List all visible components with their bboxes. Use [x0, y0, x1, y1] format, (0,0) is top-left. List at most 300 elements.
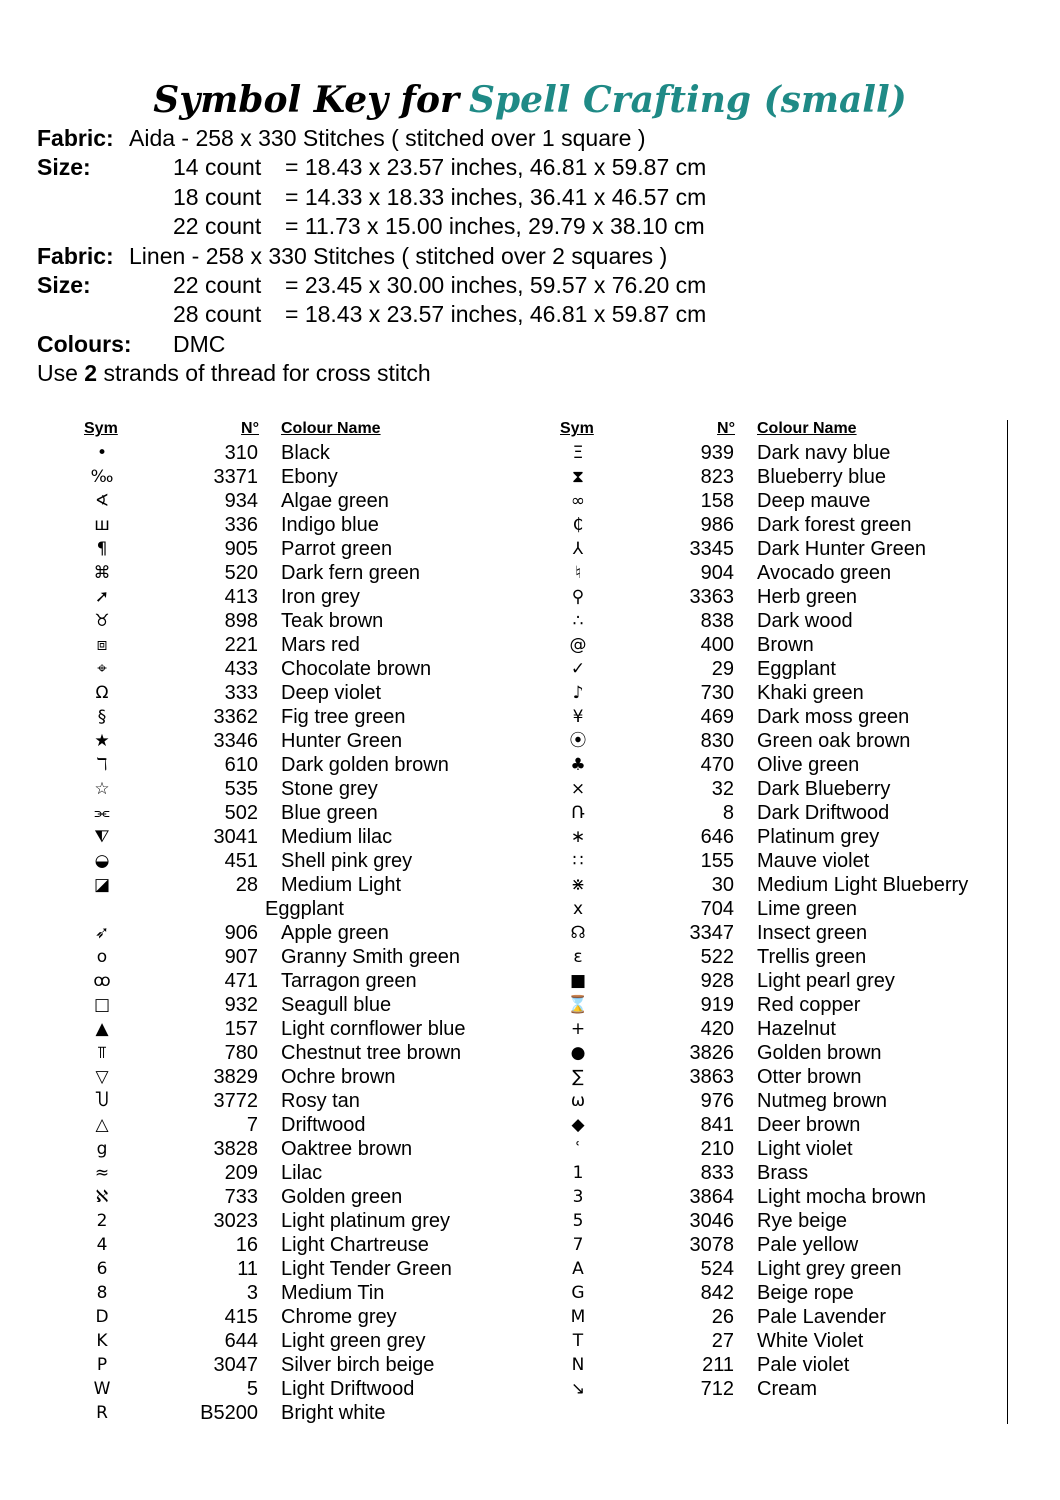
symbol: W — [93, 1379, 111, 1399]
dmc-number: 934 — [224, 490, 258, 512]
colour-name — [281, 993, 391, 1017]
table-row — [0, 1065, 520, 1089]
fabric-value: Linen - 258 x 330 Stitches ( stitched over 2 squares ) — [129, 242, 668, 269]
colour-name-line: Mauve violet — [757, 850, 870, 872]
symbol: A — [572, 1259, 584, 1279]
table-row — [476, 1137, 996, 1161]
table-row — [476, 1089, 996, 1113]
colour-name-line: Rosy tan — [281, 1090, 360, 1112]
colour-name — [281, 1257, 452, 1281]
dmc-number: 928 — [700, 970, 734, 992]
fabric-info — [37, 124, 1037, 389]
dmc-number: 3346 — [213, 730, 258, 752]
count: 14 count — [173, 154, 262, 181]
dmc-number: 3826 — [689, 1042, 734, 1064]
colour-name — [757, 1113, 860, 1137]
symbol: ⨯ — [570, 779, 586, 799]
colours-value: DMC — [173, 330, 226, 357]
symbol: ■ — [569, 971, 587, 991]
table-row — [0, 1041, 520, 1065]
colour-name — [281, 585, 360, 609]
dmc-number: 976 — [700, 1090, 734, 1112]
dmc-number: 3772 — [213, 1090, 258, 1112]
size-row — [37, 300, 1037, 329]
table-row — [0, 921, 520, 945]
colour-name-line: Blue green — [281, 802, 378, 824]
symbol: ‰ — [90, 467, 114, 487]
colour-name — [757, 825, 879, 849]
colour-name — [757, 921, 867, 945]
colour-name — [757, 1041, 882, 1065]
symbol: ¶ — [96, 539, 108, 559]
colour-name — [757, 657, 836, 681]
symbol: ≈ — [94, 1163, 110, 1183]
colour-name-line: Chocolate brown — [281, 658, 432, 680]
colour-name-line: Medium Tin — [281, 1282, 385, 1304]
table-row — [0, 513, 520, 537]
colour-name-line: Light violet — [757, 1138, 853, 1160]
colour-name — [757, 993, 860, 1017]
colour-name — [281, 1233, 429, 1257]
table-row — [0, 1017, 520, 1041]
colour-name-line: Golden brown — [757, 1042, 882, 1064]
dimensions: = 18.43 x 23.57 inches, 46.81 x 59.87 cm — [285, 301, 707, 328]
colour-name — [757, 1137, 853, 1161]
colour-name — [281, 1065, 396, 1089]
dmc-number: 3829 — [213, 1066, 258, 1088]
table-row — [476, 825, 996, 849]
dmc-number: 932 — [224, 994, 258, 1016]
table-row — [476, 849, 996, 873]
table-row — [476, 945, 996, 969]
colour-name-line: Beige rope — [757, 1282, 854, 1304]
dmc-number: 336 — [224, 514, 258, 536]
strands-note — [37, 359, 1037, 388]
dmc-number: 780 — [224, 1042, 258, 1064]
symbol: § — [97, 707, 107, 727]
colour-name-line: Green oak brown — [757, 730, 911, 752]
colour-name-line: Light platinum grey — [281, 1210, 450, 1232]
table-row — [476, 1329, 996, 1353]
dmc-number: 646 — [700, 826, 734, 848]
dmc-number: 7 — [246, 1114, 258, 1136]
colour-name — [281, 921, 389, 945]
dmc-number: 3864 — [689, 1186, 734, 1208]
colour-name — [757, 609, 853, 633]
colour-name — [757, 489, 870, 513]
colour-name — [265, 873, 501, 920]
dmc-number: 310 — [224, 442, 258, 464]
colour-name — [757, 1257, 902, 1281]
colour-name — [281, 561, 420, 585]
colour-name — [757, 1185, 926, 1209]
table-row — [476, 441, 996, 465]
table-row — [476, 633, 996, 657]
table-row — [0, 657, 520, 681]
table-row — [476, 1161, 996, 1185]
right-column — [476, 420, 996, 1401]
size-row — [37, 183, 1037, 212]
colour-name-line: Dark moss green — [757, 706, 910, 728]
dmc-number: 30 — [711, 874, 734, 896]
colour-name-line: Fig tree green — [281, 706, 406, 728]
colour-name — [757, 1089, 887, 1113]
colour-name — [757, 537, 926, 561]
table-row — [0, 1281, 520, 1305]
dmc-number: 415 — [224, 1306, 258, 1328]
symbol: ⚲ — [571, 587, 585, 607]
table-row — [0, 489, 520, 513]
count: 28 count — [173, 301, 262, 328]
colour-name-line: Trellis green — [757, 946, 867, 968]
colour-name-line: Insect green — [757, 922, 868, 944]
symbol: ε — [573, 947, 583, 967]
table-row — [476, 1377, 996, 1401]
colour-name — [281, 1281, 384, 1305]
colour-name-line: Chrome grey — [281, 1306, 397, 1328]
dmc-number: 155 — [700, 850, 734, 872]
dmc-number: 26 — [711, 1306, 734, 1328]
dmc-number: 211 — [702, 1354, 734, 1376]
colour-name — [281, 465, 338, 489]
symbol: R — [96, 1403, 108, 1423]
fabric-linen-row — [37, 242, 1037, 271]
colour-name-line: Light grey green — [757, 1258, 902, 1280]
symbol: ∗ — [570, 827, 586, 847]
colour-name-line: Ebony — [281, 466, 338, 488]
dmc-number: 838 — [700, 610, 734, 632]
colour-name-line: Pale yellow — [757, 1234, 859, 1256]
dmc-number: 830 — [700, 730, 734, 752]
symbol: ✓ — [570, 659, 586, 679]
symbol: ⧈ — [96, 635, 108, 655]
colour-name-line: Shell pink grey — [281, 850, 413, 872]
fabric-label: Fabric: — [37, 242, 114, 269]
table-row — [476, 657, 996, 681]
symbol: ⌛ — [567, 995, 589, 1015]
symbol: Ռ — [571, 803, 585, 823]
dmc-number: 823 — [700, 466, 734, 488]
colours-label: Colours: — [37, 330, 132, 357]
table-row — [476, 1113, 996, 1137]
colour-name — [757, 1161, 808, 1185]
colour-name — [281, 1401, 386, 1425]
size-row — [37, 212, 1037, 241]
colour-name — [757, 705, 909, 729]
colour-name-line: Black — [281, 442, 330, 464]
colour-name — [281, 729, 402, 753]
symbol: @ — [569, 635, 587, 655]
symbol: T — [572, 1331, 584, 1351]
symbol: ☊ — [570, 923, 586, 943]
symbol: ♣ — [570, 755, 586, 775]
page-title — [0, 78, 1060, 122]
table-row — [0, 993, 520, 1017]
colour-name — [757, 1281, 854, 1305]
symbol: 5 — [572, 1211, 584, 1231]
colour-name — [281, 513, 379, 537]
colour-name — [281, 1185, 402, 1209]
symbol: ∴ — [572, 611, 584, 631]
dmc-number: 157 — [224, 1018, 258, 1040]
dmc-number: 939 — [700, 442, 734, 464]
colour-name-line: Dark fern green — [281, 562, 420, 584]
symbol: ∑ — [572, 1067, 584, 1087]
dmc-number: 898 — [224, 610, 258, 632]
dmc-number: 986 — [700, 514, 734, 536]
table-row — [0, 705, 520, 729]
colour-name — [757, 513, 912, 537]
symbol: 6 — [96, 1259, 108, 1279]
colour-name — [757, 1377, 817, 1401]
symbol: ★ — [94, 731, 110, 751]
dmc-number: 704 — [700, 898, 734, 920]
strands-post: strands of thread for cross stitch — [97, 360, 431, 387]
table-row — [476, 1209, 996, 1233]
dimensions: = 14.33 x 18.33 inches, 36.41 x 46.57 cm — [285, 183, 707, 210]
symbol: ◪ — [93, 875, 111, 895]
colour-name-line: Silver birch beige — [281, 1354, 435, 1376]
colour-name-line: Herb green — [757, 586, 858, 608]
table-row — [0, 1257, 520, 1281]
dmc-number: 413 — [224, 586, 258, 608]
symbol: ⌖ — [97, 659, 107, 679]
table-row — [0, 873, 520, 921]
dmc-number: 11 — [237, 1258, 258, 1280]
symbol: ш — [94, 515, 110, 535]
table-row — [0, 753, 520, 777]
symbol: ω — [570, 1091, 586, 1111]
colour-name-line: Lilac — [281, 1162, 323, 1184]
symbol: ℵ — [95, 1187, 109, 1207]
colour-name-line: Light green grey — [281, 1330, 426, 1352]
symbol: ⫘ — [94, 803, 110, 823]
dmc-number: 3347 — [689, 922, 734, 944]
table-row — [476, 1353, 996, 1377]
symbol: ⦿ — [569, 731, 587, 751]
colour-name — [281, 801, 378, 825]
dmc-number: 158 — [700, 490, 734, 512]
symbol-key-table — [0, 420, 1060, 1430]
colour-name — [281, 1353, 434, 1377]
header-colour-name: Colour Name — [757, 420, 857, 437]
dmc-number: 841 — [700, 1114, 734, 1136]
colour-name-line: Medium lilac — [281, 826, 393, 848]
colour-name — [757, 945, 866, 969]
table-row — [0, 681, 520, 705]
dimensions: = 18.43 x 23.57 inches, 46.81 x 59.87 cm — [285, 154, 707, 181]
dmc-number: 712 — [700, 1378, 734, 1400]
symbol: ▽ — [95, 1067, 109, 1087]
table-row — [476, 921, 996, 945]
symbol: o — [96, 947, 108, 967]
colour-name-line: Dark forest green — [757, 514, 912, 536]
dmc-number: 3362 — [213, 706, 258, 728]
symbol: ¥ — [572, 707, 584, 727]
colour-name — [757, 1017, 836, 1041]
table-row — [476, 801, 996, 825]
colour-name-line: Khaki green — [757, 682, 864, 704]
colour-name-line: Ochre brown — [281, 1066, 396, 1088]
colour-name-line: Iron grey — [281, 586, 360, 608]
symbol: ∢ — [94, 491, 110, 511]
colour-name — [281, 441, 330, 465]
colour-name — [281, 705, 406, 729]
strands-pre: Use — [37, 360, 85, 387]
colour-name-line: Indigo blue — [281, 514, 379, 536]
table-row — [476, 1017, 996, 1041]
colour-name-line: Hunter Green — [281, 730, 403, 752]
dmc-number: 209 — [224, 1162, 258, 1184]
colour-name — [757, 1329, 863, 1353]
colour-name-line: Light Driftwood — [281, 1378, 415, 1400]
table-row — [0, 465, 520, 489]
pattern-name: Spell Crafting (small) — [469, 79, 907, 121]
colour-name — [757, 1209, 847, 1233]
table-row — [476, 609, 996, 633]
table-row — [476, 465, 996, 489]
header-row — [476, 420, 996, 441]
colour-name — [757, 585, 857, 609]
symbol: 3 — [572, 1187, 584, 1207]
colour-name — [281, 633, 360, 657]
dmc-number: 3 — [246, 1282, 258, 1304]
table-row — [0, 1329, 520, 1353]
symbol: • — [96, 443, 108, 463]
colour-name — [281, 1017, 466, 1041]
table-row — [476, 1305, 996, 1329]
dmc-number: 3046 — [689, 1210, 734, 1232]
colour-name — [281, 945, 460, 969]
colour-name-line: Eggplant — [757, 658, 836, 680]
colour-name — [757, 969, 895, 993]
dmc-number: 520 — [224, 562, 258, 584]
dmc-number: 905 — [224, 538, 258, 560]
colour-name — [281, 969, 417, 993]
table-row — [476, 777, 996, 801]
colour-name — [757, 729, 910, 753]
dimensions: = 23.45 x 30.00 inches, 59.57 x 76.20 cm — [285, 271, 707, 298]
dmc-number: 904 — [700, 562, 734, 584]
table-row — [476, 1233, 996, 1257]
dmc-number: 3863 — [689, 1066, 734, 1088]
colour-name — [281, 1137, 412, 1161]
symbol: ♮ — [574, 563, 582, 583]
colour-name — [281, 849, 412, 873]
colour-name-line: Bright white — [281, 1402, 386, 1424]
table-row — [476, 1257, 996, 1281]
colour-name-line: Tarragon green — [281, 970, 417, 992]
colour-name-line: Deep violet — [281, 682, 382, 704]
dmc-number: 535 — [224, 778, 258, 800]
symbol: ➚ — [94, 587, 110, 607]
dmc-number: 3345 — [689, 538, 734, 560]
count: 22 count — [173, 271, 262, 298]
colour-name-line: Dark Blueberry — [757, 778, 891, 800]
colour-name-line: Red copper — [757, 994, 861, 1016]
colour-name — [757, 873, 968, 897]
table-row — [476, 561, 996, 585]
dmc-number: 29 — [711, 658, 734, 680]
symbol: g — [96, 1139, 108, 1159]
header-row — [0, 420, 520, 441]
colour-name-line: Chestnut tree brown — [281, 1042, 462, 1064]
symbol: G — [571, 1283, 585, 1303]
symbol: K — [96, 1331, 108, 1351]
count: 22 count — [173, 213, 262, 240]
symbol: 8 — [96, 1283, 108, 1303]
symbol: ♪ — [572, 683, 584, 703]
header-colour-name: Colour Name — [281, 420, 381, 437]
dmc-number: 610 — [224, 754, 258, 776]
dmc-number: 3047 — [213, 1354, 258, 1376]
colour-name-line: Blueberry blue — [757, 466, 886, 488]
table-row — [0, 1113, 520, 1137]
dmc-number: 28 — [235, 874, 258, 896]
colour-name — [757, 753, 859, 777]
symbol: ↘ — [570, 1379, 586, 1399]
dmc-number: 469 — [700, 706, 734, 728]
symbol: D — [95, 1307, 109, 1327]
colour-name — [281, 1329, 426, 1353]
dmc-number: 733 — [224, 1186, 258, 1208]
symbol: ◒ — [94, 851, 110, 871]
symbol: ▲ — [95, 1019, 109, 1039]
table-row — [476, 537, 996, 561]
colour-name-line: Dark Hunter Green — [757, 538, 926, 560]
dmc-number: 210 — [700, 1138, 734, 1160]
table-row — [476, 993, 996, 1017]
symbol: 1 — [572, 1163, 584, 1183]
strands-count: 2 — [84, 360, 98, 387]
colour-name-line: Light pearl grey — [757, 970, 895, 992]
header-number: N° — [241, 420, 259, 437]
table-row — [0, 1185, 520, 1209]
dmc-number: 3078 — [689, 1234, 734, 1256]
table-row — [0, 633, 520, 657]
colour-name-line: Medium Light Blueberry — [757, 874, 969, 896]
symbol: ☆ — [94, 779, 110, 799]
dmc-number: 919 — [700, 994, 734, 1016]
table-row — [0, 825, 520, 849]
symbol: x — [572, 899, 584, 919]
colour-name-line: Parrot green — [281, 538, 393, 560]
symbol: ⧨ — [94, 827, 110, 847]
dmc-number: 3023 — [213, 1210, 258, 1232]
colour-name-line: Olive green — [757, 754, 860, 776]
table-row — [0, 537, 520, 561]
dimensions: = 11.73 x 15.00 inches, 29.79 x 38.10 cm — [285, 213, 705, 240]
symbol: ⌘ — [93, 563, 111, 583]
table-row — [476, 681, 996, 705]
colour-name-line: Pale violet — [757, 1354, 850, 1376]
colour-name-line: Medium Light — [281, 874, 402, 896]
dmc-number: 3371 — [213, 466, 258, 488]
dmc-number: 221 — [224, 634, 258, 656]
header-sym: Sym — [84, 420, 118, 437]
symbol: 2 — [96, 1211, 108, 1231]
colour-name-line: Apple green — [281, 922, 389, 944]
table-row — [476, 1041, 996, 1065]
dmc-number: B5200 — [200, 1402, 258, 1424]
table-row — [0, 1209, 520, 1233]
colour-name — [757, 465, 886, 489]
symbol: ⅄ — [572, 539, 584, 559]
colour-name — [281, 1113, 365, 1137]
title-prefix: Symbol Key for — [153, 79, 460, 121]
colour-name — [281, 1089, 360, 1113]
symbol: ꝏ — [93, 971, 111, 991]
